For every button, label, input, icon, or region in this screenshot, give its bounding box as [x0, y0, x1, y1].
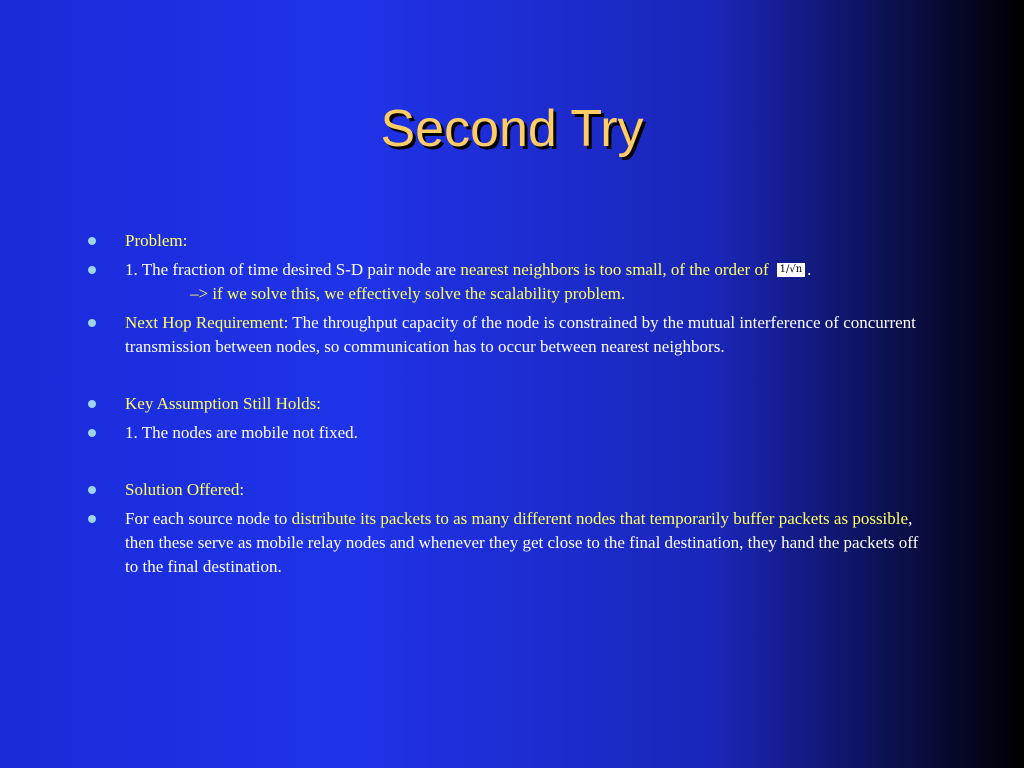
solution-highlight: distribute its packets to as many different nodes that temporarily buffer packets as possible — [291, 509, 909, 528]
solution-suffix: , then these serve as mobile relay nodes and whenever they get close to the final destination, they hand the packets off to the final destination. — [125, 509, 919, 576]
problem-label: Problem: — [125, 231, 188, 250]
slide-title: Second Try — [380, 100, 644, 158]
bullet-key-assumption — [86, 392, 926, 416]
bullet-dot-icon — [88, 515, 96, 523]
fraction-arrow-line: –> if we solve this, we effectively solve the scalability problem. — [190, 284, 626, 303]
bullet-next-hop — [86, 311, 926, 359]
bullet-dot-icon — [88, 400, 96, 408]
key-assumption-label: Key Assumption Still Holds: — [125, 394, 321, 413]
solution-label: Solution Offered: — [125, 480, 245, 499]
next-hop-label: Next Hop Requirement: — [125, 313, 289, 332]
bullet-dot-icon — [88, 486, 96, 494]
fraction-prefix: 1. The fraction of time desired S-D pair node are — [125, 260, 461, 279]
next-hop-text: The throughput capacity of the node is constrained by the mutual interference of concurrent transmission between nodes, so communication has to occur between nearest neighbors. — [125, 313, 916, 356]
bullet-dot-icon — [88, 266, 96, 274]
bullet-dot-icon — [88, 237, 96, 245]
bullet-solution — [86, 478, 926, 502]
bullet-solution-text — [86, 507, 926, 579]
bullet-dot-icon — [88, 429, 96, 437]
bullet-fraction — [86, 258, 926, 306]
formula-image-icon: 1/√n — [777, 263, 806, 277]
bullet-problem — [86, 229, 926, 253]
solution-prefix: For each source node to — [125, 509, 292, 528]
fraction-suffix: . — [807, 260, 812, 279]
bullet-list — [86, 229, 926, 579]
bullet-dot-icon — [88, 319, 96, 327]
bullet-key-assumption-item — [86, 421, 926, 445]
fraction-highlight: nearest neighbors is too small, of the order of — [460, 260, 769, 279]
key-assumption-item: 1. The nodes are mobile not fixed. — [125, 423, 358, 442]
